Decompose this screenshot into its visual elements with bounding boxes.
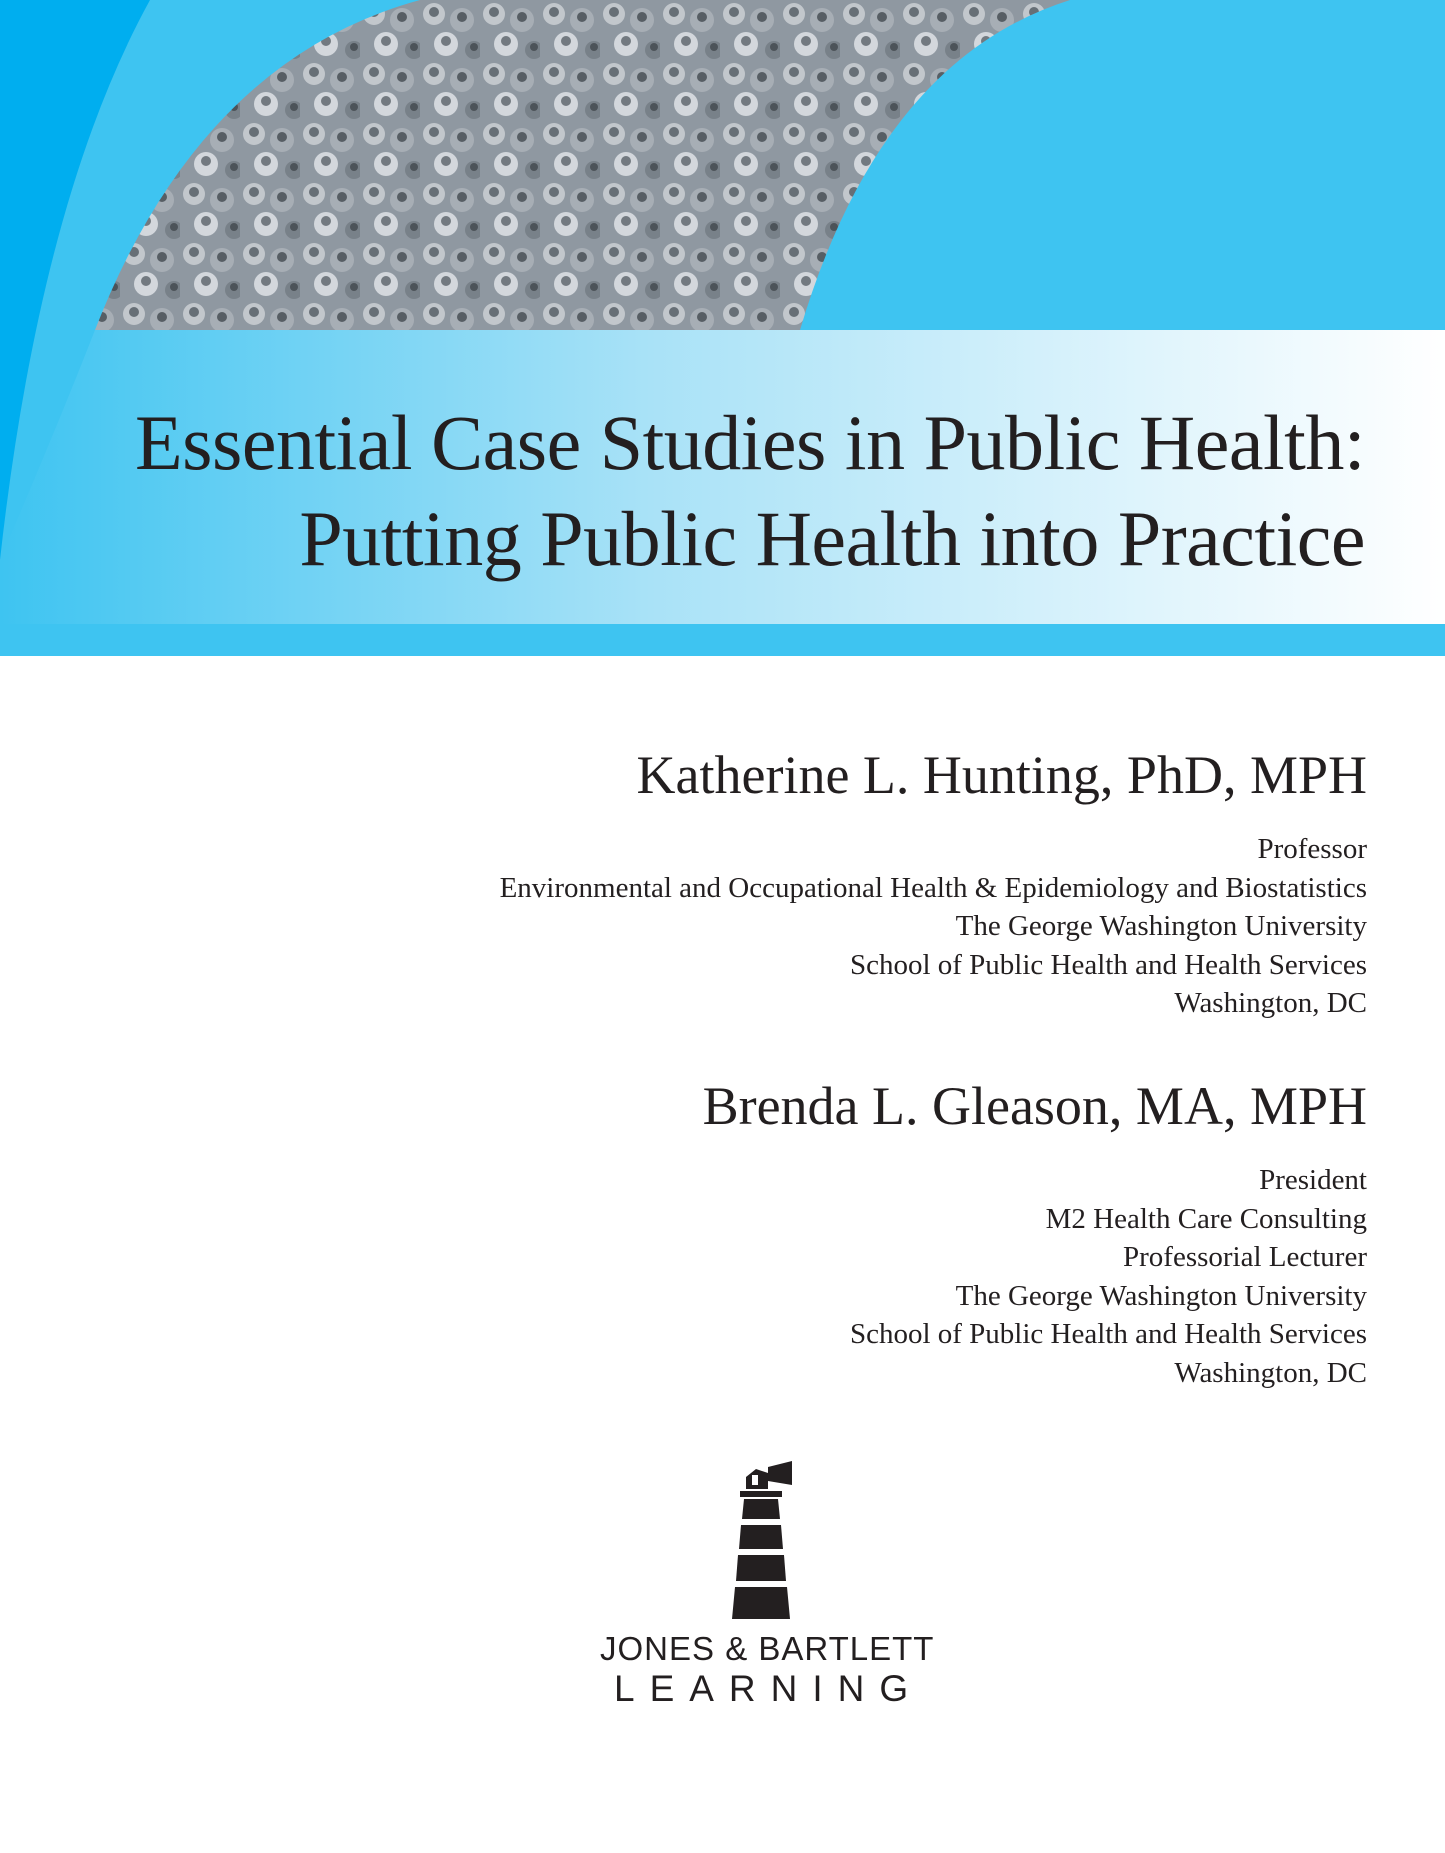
author-name: Katherine L. Hunting, PhD, MPH xyxy=(636,745,1367,805)
author-affiliation xyxy=(167,830,1367,1023)
author-block-2 xyxy=(167,1076,1367,1392)
author-block-1 xyxy=(167,745,1367,1023)
affiliation-line: School of Public Health and Health Services xyxy=(849,948,1367,981)
publisher-logo xyxy=(600,1455,935,1709)
affiliation-line: The George Washington University xyxy=(955,1279,1367,1312)
affiliation-line: The George Washington University xyxy=(955,910,1367,942)
affiliation-line: M2 Health Care Consulting xyxy=(1045,1202,1367,1235)
cover-band xyxy=(0,0,1445,656)
affiliation-line: School of Public Health and Health Services xyxy=(849,1318,1367,1350)
affiliation-line: Environmental and Occupational Health & Epidemiology and Biostatistics xyxy=(499,871,1367,904)
book-title-line-2: Putting Public Health into Practice xyxy=(299,495,1365,582)
publisher-imprint: LEARNING xyxy=(614,1668,924,1709)
book-title-line-1: Essential Case Studies in Public Health: xyxy=(134,399,1365,486)
affiliation-line: President xyxy=(1259,1164,1367,1196)
author-affiliation xyxy=(167,1161,1367,1392)
affiliation-line: Washington, DC xyxy=(1174,1356,1367,1389)
lighthouse-icon xyxy=(728,1461,798,1621)
affiliation-line: Washington, DC xyxy=(1174,987,1367,1019)
affiliation-line: Professorial Lecturer xyxy=(1123,1241,1367,1273)
book-title xyxy=(0,330,1445,623)
publisher-name: JONES & BARTLETT xyxy=(600,1630,935,1667)
author-name: Brenda L. Gleason, MA, MPH xyxy=(702,1076,1367,1136)
affiliation-line: Professor xyxy=(1257,833,1367,865)
